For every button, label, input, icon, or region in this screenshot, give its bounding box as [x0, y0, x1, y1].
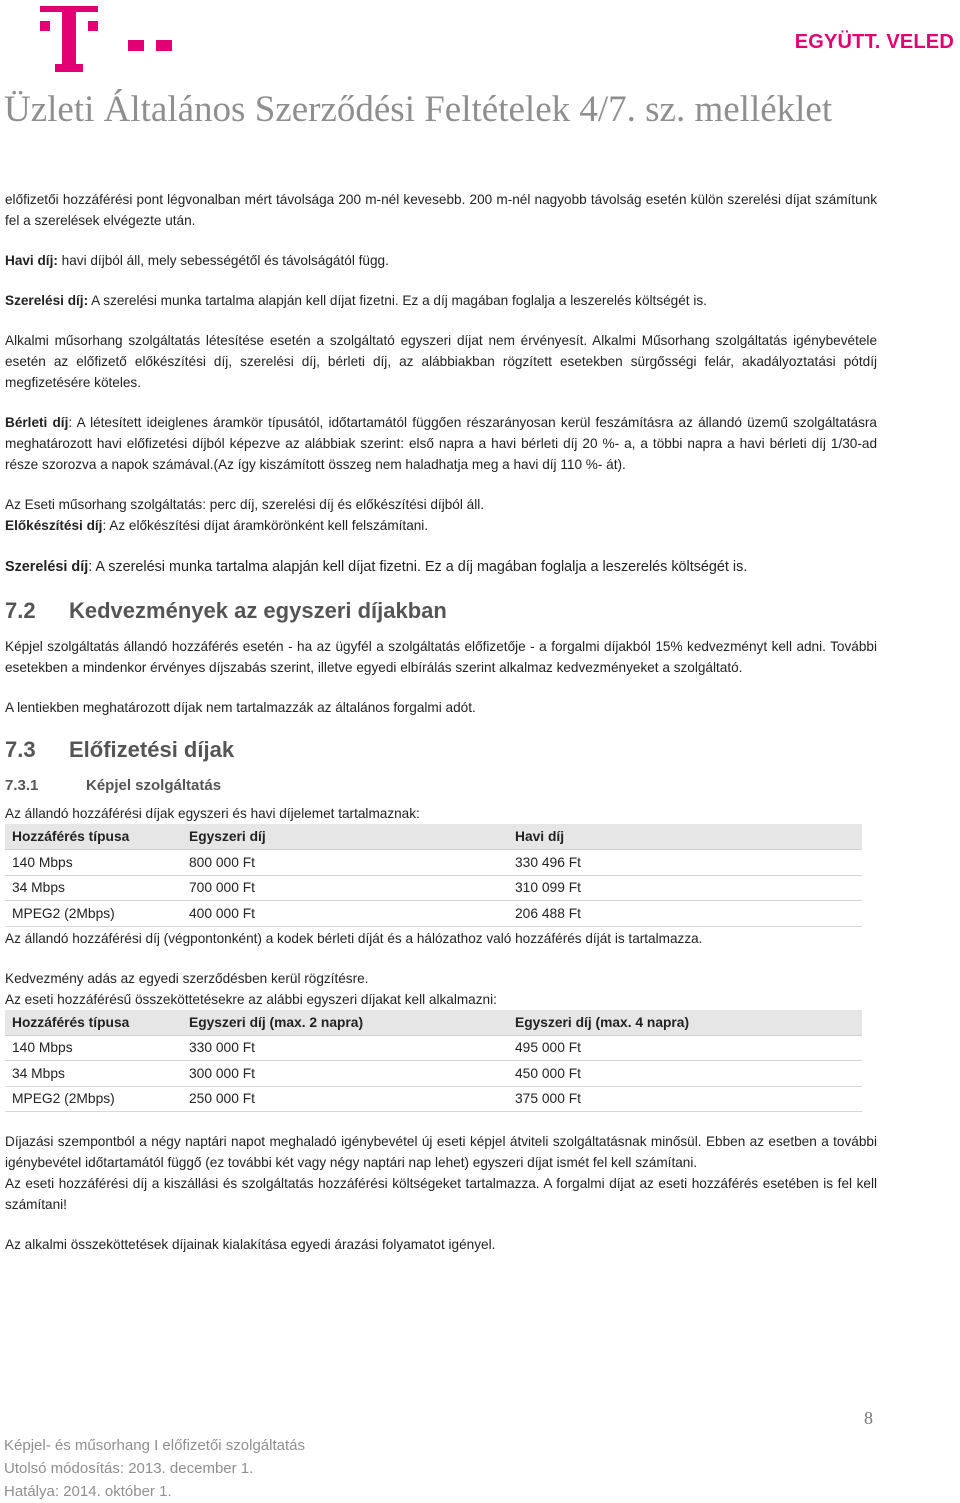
table-header-row: [5, 824, 862, 850]
paragraph-rental-fee: Bérleti díj: A létesített ideiglenes áramkör típusától, időtartamától függően részarányosan kerül feszámításra az állandó üzemű szolgáltatásra meghatározott havi előfizetési díjból képezve az alábbiak szerint: első napra a havi bérleti díj 20 %- a, a többi napra a havi bérleti díj 1/30-ad része szorozva a napok számával.(Az így kiszámított összeg nem haladhatja meg a havi díj 110 %- át).: [5, 415, 877, 472]
table-cell: MPEG2 (2Mbps): [5, 901, 182, 927]
table-header-cell: Havi díj: [508, 824, 862, 850]
table-permanent-access-fees: [5, 824, 862, 927]
table-cell: 34 Mbps: [5, 875, 182, 901]
table-cell: 375 000 Ft: [508, 1086, 862, 1112]
section-heading-7-2: 7.2 Kedvezmények az egyszeri díjakban: [5, 598, 447, 623]
document-title: Üzleti Általános Szerződési Feltételek 4/7. sz. melléklet: [4, 89, 833, 130]
footer-last-modified: Utolsó módosítás: 2013. december 1.: [4, 1460, 254, 1477]
table-cell: 34 Mbps: [5, 1061, 182, 1087]
page-number: 8: [864, 1408, 873, 1428]
footer-service-name: Képjel- és műsorhang I előfizetői szolgáltatás: [4, 1437, 305, 1454]
table-cell: 800 000 Ft: [182, 850, 508, 876]
label-rental-fee: Bérleti díj: [5, 415, 69, 430]
table-row: [5, 1061, 862, 1087]
paragraph-vat-note: A lentiekben meghatározott díjak nem tartalmazzák az általános forgalmi adót.: [5, 700, 476, 715]
label-monthly-fee: Havi díj:: [5, 253, 58, 268]
paragraph-custom-pricing: Az alkalmi összeköttetések díjainak kialakítása egyedi árazási folyamatot igényel.: [5, 1237, 496, 1252]
table-header-cell: Egyszeri díj (max. 2 napra): [182, 1010, 508, 1036]
table-cell: 450 000 Ft: [508, 1061, 862, 1087]
section-heading-7-3: 7.3 Előfizetési díjak: [5, 737, 235, 762]
paragraph-installation-fee-2: Szerelési díj: A szerelési munka tartalma alapján kell díjat fizetni. Ez a díj magában foglalja a leszerelés költségét is.: [5, 559, 748, 575]
table-header-cell: Hozzáférés típusa: [5, 1010, 182, 1036]
table-row: [5, 1035, 862, 1061]
table-cell: 310 099 Ft: [508, 875, 862, 901]
table-cell: 400 000 Ft: [182, 901, 508, 927]
table-cell: 206 488 Ft: [508, 901, 862, 927]
paragraph-occasional-audio: Alkalmi műsorhang szolgáltatás létesítése esetén a szolgáltató egyszeri díjat nem érvényesít. Alkalmi Műsorhang szolgáltatás igénybevétele esetén az előfizető előkészítési díj, szerelési díj, bérleti díj, az alábbiakban rögzített esetekben sürgősségi felár, akadályoztatási pótdíj megfizetésére köteles.: [5, 333, 877, 390]
table-row: [5, 1086, 862, 1112]
table-header-cell: Egyszeri díj (max. 4 napra): [508, 1010, 862, 1036]
table-row: [5, 901, 862, 927]
page-footer: [4, 1434, 305, 1503]
table-header-row: [5, 1010, 862, 1036]
document-body: [5, 189, 877, 1255]
table-cell: 140 Mbps: [5, 850, 182, 876]
paragraph-ad-hoc-access: Az eseti hozzáférésű összeköttetésekre az alábbi egyszeri díjakat kell alkalmazni:: [5, 991, 497, 1007]
paragraph-discounts: Képjel szolgáltatás állandó hozzáférés esetén - ha az ügyfél a szolgáltatás előfizetője - a forgalmi díjakból 15% kedvezményt kell adni. További esetekben a mindenkor érvényes díjszabás szerint, illetve egyedi elbírálás szerint alkalmaz kedvezményeket a szolgáltató.: [5, 639, 877, 675]
section-heading-7-3-1: 7.3.1 Képjel szolgáltatás: [5, 777, 222, 794]
brand-slogan: EGYÜTT. VELED: [794, 31, 954, 53]
paragraph-distance: előfizetői hozzáférési pont légvonalban mért távolsága 200 m-nél kevesebb. 200 m-nél nagyobb távolság esetén külön szerelési díjat számítunk fel a szerelések elvégezte után.: [5, 192, 877, 228]
paragraph-discount-contract: Kedvezmény adás az egyedi szerződésben kerül rögzítésre.: [5, 970, 369, 986]
table-row: [5, 875, 862, 901]
paragraph-ad-hoc-costs: Az eseti hozzáférési díj a kiszállási és szolgáltatás hozzáférési költségeket tartalmazza. A forgalmi díjat az eseti hozzáférés esetében is fel kell számítani!: [5, 1176, 877, 1212]
table-cell: 250 000 Ft: [182, 1086, 508, 1112]
table-cell: 140 Mbps: [5, 1035, 182, 1061]
table-cell: 330 000 Ft: [182, 1035, 508, 1061]
table-header-cell: Hozzáférés típusa: [5, 824, 182, 850]
paragraph-four-day-rule: Díjazási szempontból a négy naptári napot meghaladó igénybevétel új eseti képjel átviteli szolgáltatásnak minősül. Ebben az esetben a további igénybevétel időtartamától függő (ez további két vagy négy naptári nap lehet) egyszeri díjat ismét fel kell számítani.: [5, 1134, 877, 1170]
label-installation-fee: Szerelési díj:: [5, 293, 89, 308]
paragraph-ad-hoc-audio: Az Eseti műsorhang szolgáltatás: perc díj, szerelési díj és előkészítési díjból áll.: [5, 497, 485, 512]
table-cell: 330 496 Ft: [508, 850, 862, 876]
table-header-cell: Egyszeri díj: [182, 824, 508, 850]
table-row: [5, 850, 862, 876]
table-cell: 495 000 Ft: [508, 1035, 862, 1061]
table-cell: 300 000 Ft: [182, 1061, 508, 1087]
footer-effective-date: Hatálya: 2014. október 1.: [4, 1483, 172, 1500]
paragraph-installation-fee: Szerelési díj: A szerelési munka tartalma alapján kell díjat fizetni. Ez a díj magában foglalja a leszerelés költségét is.: [5, 293, 707, 308]
paragraph-permanent-access: Az állandó hozzáférési díjak egyszeri és havi díjelemet tartalmaznak:: [5, 806, 420, 821]
table-ad-hoc-access-fees: [5, 1010, 862, 1113]
paragraph-monthly-fee: Havi díj: havi díjból áll, mely sebességétől és távolságától függ.: [5, 253, 389, 268]
paragraph-codec-note: Az állandó hozzáférési díj (végpontonként) a kodek bérleti díját és a hálózathoz való hozzáférés díját is tartalmazza.: [5, 930, 703, 946]
label-installation-fee-2: Szerelési díj: [5, 559, 89, 575]
paragraph-preparation-fee: Előkészítési díj: Az előkészítési díjat áramkörönként kell felszámítani.: [5, 518, 429, 533]
table-cell: MPEG2 (2Mbps): [5, 1086, 182, 1112]
label-preparation-fee: Előkészítési díj: [5, 518, 103, 533]
telekom-logo: [40, 6, 175, 72]
table-cell: 700 000 Ft: [182, 875, 508, 901]
